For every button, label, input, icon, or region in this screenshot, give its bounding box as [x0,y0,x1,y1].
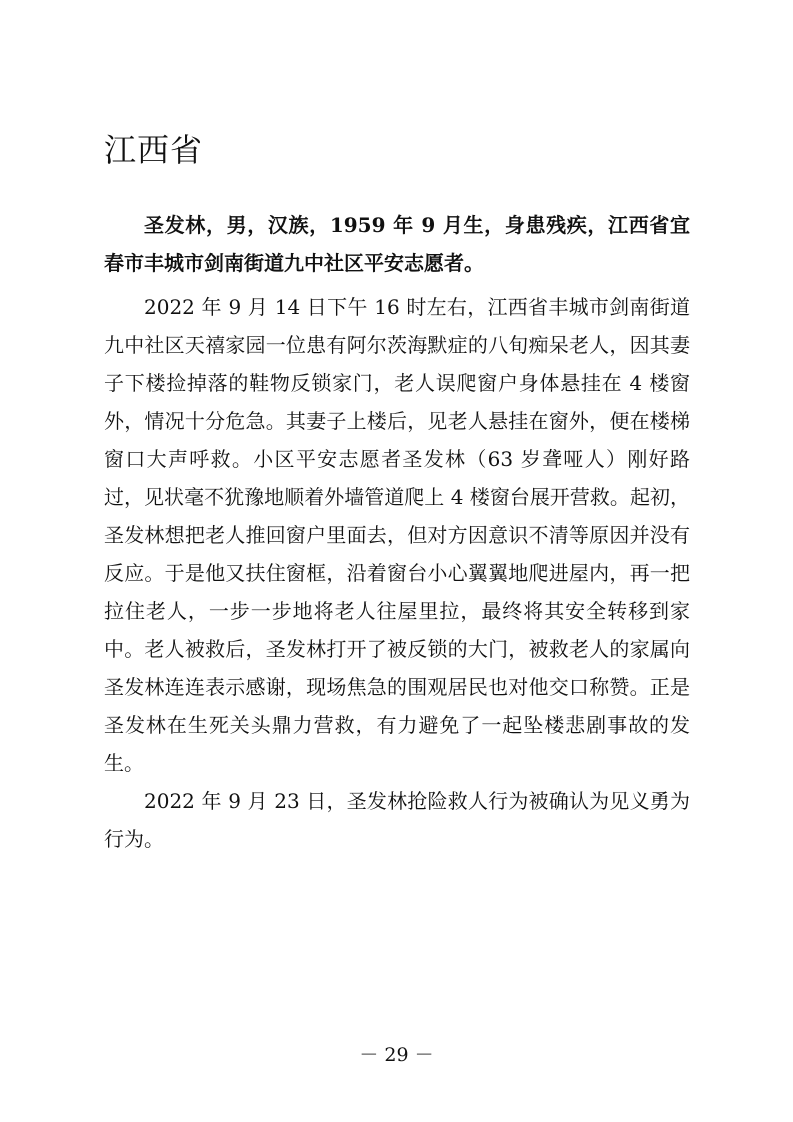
recognition-paragraph: 2022 年 9 月 23 日，圣发林抢险救人行为被确认为见义勇为行为。 [104,789,690,851]
lead-paragraph: 圣发林，男，汉族，1959 年 9 月生，身患残疾，江西省宜春市丰城市剑南街道九中社区平安志愿者。 [104,213,690,275]
event-paragraph: 2022 年 9 月 14 日下午 16 时左右，江西省丰城市剑南街道九中社区天禧家园一位患有阿尔茨海默症的八旬痴呆老人，因其妻子下楼捡掉落的鞋物反锁家门，老人误爬窗户身体悬挂在 4 楼窗外，情况十分危急。其妻子上楼后，见老人悬挂在窗外，便在楼梯窗口大声呼救。小区平安志愿者圣发林（63 岁聋哑人）刚好路过，见状毫不犹豫地顺着外墙管道爬上 4 楼窗台展开营救。起初，圣发林想把老人推回窗户里面去，但对方因意识不清等原因并没有反应。于是他又扶住窗框，沿着窗台小心翼翼地爬进屋内，再一把拉住老人，一步一步地将老人往屋里拉，最终将其安全转移到家中。老人被救后，圣发林打开了被反锁的大门，被救老人的家属向圣发林连连表示感谢，现场焦急的围观居民也对他交口称赞。正是圣发林在生死关头鼎力营救，有力避免了一起坠楼悲剧事故的发生。 [104,295,690,775]
article-body [104,206,690,858]
province-heading: 江西省 [104,131,204,169]
page-number: － 29 － [359,1044,434,1066]
